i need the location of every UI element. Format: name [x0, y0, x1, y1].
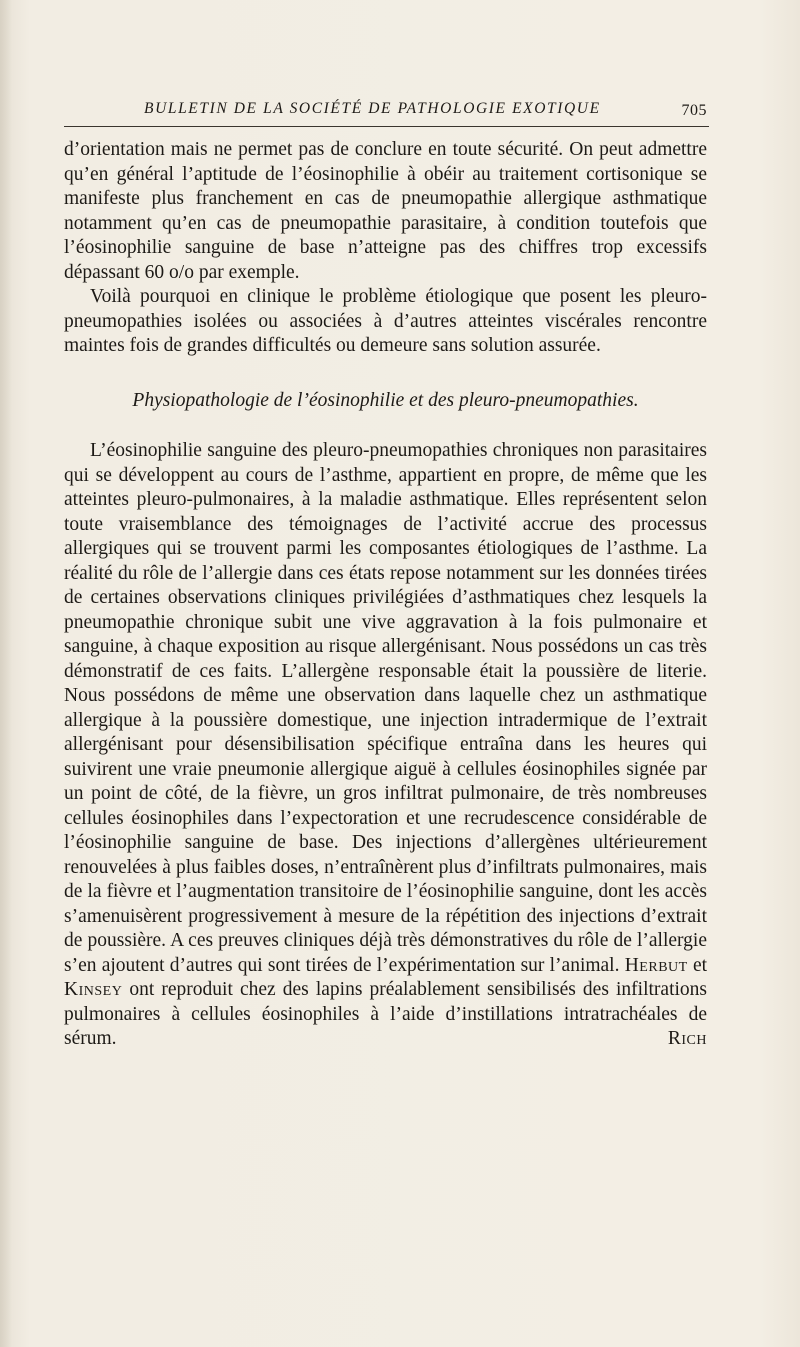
author-name: Rich — [667, 1028, 707, 1049]
page-number: 705 — [681, 102, 707, 119]
running-head — [64, 96, 709, 127]
paragraph-physiopathology — [64, 439, 707, 1052]
running-title: BULLETIN DE LA SOCIÉTÉ DE PATHOLOGIE EXOTIQUE — [144, 100, 601, 117]
paragraph-etiology: Voilà pourquoi en clinique le problème étiologique que posent les pleuro-pneumopathies isolées ou associées à d’autres atteintes viscérales rencontre maintes fois de grandes difficultés ou demeure sans solution assurée. — [64, 286, 707, 356]
body-text — [64, 138, 707, 1052]
author-name: Herbut — [624, 954, 688, 976]
paragraph-text: et — [692, 954, 708, 976]
paragraph-text: L’éosinophilie sanguine des pleuro-pneumopathies chroniques non parasitaires qui se développent au cours de l’asthme, appartient en propre, de même que les atteintes pleuro-pulmonaires, à la maladie asthmatique. Elles représentent selon toute vraisemblance des témoignages de l’activité accrue des processus allergiques qui se trouvent parmi les composantes étiologiques de l’asthme. La réalité du rôle de l’allergie dans ces états repose notamment sur les données tirées de certaines observations cliniques privilégiées d’asthmatiques chez lesquels la pneumopathie chronique subit une vive aggravation à la fois pulmonaire et sanguine, à chaque exposition au risque allergénisant. Nous possédons un cas très démonstratif de ces faits. L’allergène responsable était la poussière de literie. Nous possédons de même une observation dans laquelle chez un asthmatique allergique à la poussière domestique, une injection intradermique de l’extrait allergénisant pour désensibilisation spécifique entraîna dans les heures qui suivirent une vraie pneumonie allergique aiguë à cellules éosinophiles signée par un point de côté, de la fièvre, un gros infiltrat pulmonaire, de très nombreuses cellules éosinophiles dans l’expectoration et une recrudescence considérable de l’éosinophilie sanguine de base. Des injections d’allergènes ultérieurement renouvelées à plus faibles doses, n’entraînèrent plus d’infiltrats pulmonaires, mais de la fièvre et l’augmentation transitoire de l’éosinophilie sanguine, dont les accès s’amenuisèrent progressivement à mesure de la répétition des injections d’extrait de poussière. A ces preuves cliniques déjà très démonstratives du rôle de l’allergie s’en ajoutent d’autres qui sont tirées de l’expérimentation sur l’animal. — [64, 440, 707, 976]
spine-shadow — [0, 0, 12, 1347]
author-name: Kinsey — [64, 979, 123, 1000]
section-heading: Physiopathologie de l’éosinophilie et des pleuro-pneumopathies. — [132, 389, 639, 411]
paragraph-continuation: d’orientation mais ne permet pas de conclure en toute sécurité. On peut admettre qu’en général l’aptitude de l’éosinophilie à obéir au traitement cortisonique se manifeste plus franchement en cas de pneumopathie allergique asthmatique notamment qu’en cas de pneumopathie parasitaire, à condition toutefois que l’éosinophilie sanguine de base n’atteigne pas des chiffres trop excessifs dépassant 60 o/o par exemple. — [64, 139, 707, 283]
paragraph-text: ont reproduit chez des lapins préalablement sensibilisés des infiltrations pulmonaires à cellules éosinophiles à l’aide d’instillations intratrachéales de sérum. — [64, 979, 707, 1049]
